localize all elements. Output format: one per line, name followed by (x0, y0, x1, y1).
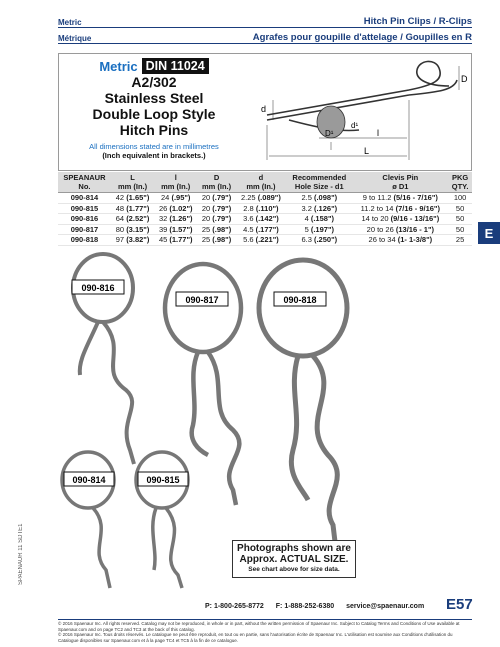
table-row: 090-817 80 (3.15") 39 (1.57") 25 (.98") 4.5 (.177") 5 (.197") 20 to 26 (13/16 - 1") 50 (58, 224, 472, 235)
header-metrique: Métrique (58, 34, 92, 43)
metric-label: Metric (99, 58, 138, 74)
label-D1: D¹ (325, 129, 334, 138)
hitch-pin-diagram (259, 60, 469, 168)
pin-drawing (267, 61, 457, 130)
col-D: D mm (In.) (197, 172, 235, 193)
pkg-qty: 50 (448, 214, 472, 225)
product-title-block (59, 54, 249, 160)
part-number: 090-815 (58, 203, 111, 214)
product-material: Stainless Steel (104, 90, 204, 106)
actual-size-note (232, 540, 356, 578)
header-bottom (58, 30, 472, 44)
product-panel (58, 53, 472, 171)
vertical-catalog-text: SPAENAUR 11 SDTE1 (18, 523, 24, 585)
table-row: 090-815 48 (1.77") 26 (1.02") 20 (.79") 2.8 (.110") 3.2 (.126") 11.2 to 14 (7/16 - 9/16") 50 (58, 203, 472, 214)
part-number: 090-816 (58, 214, 111, 225)
inch-note: (Inch equivalent in brackets.) (102, 151, 206, 160)
pkg-qty: 100 (448, 193, 472, 204)
col-hole-size: Recommended Hole Size - d1 (286, 172, 352, 193)
page-number: E57 (446, 596, 473, 613)
metric-din-line (59, 58, 249, 74)
label-090-815: 090-815 (146, 475, 180, 485)
label-090-814: 090-814 (72, 475, 106, 485)
part-number: 090-818 (58, 235, 111, 246)
dimension-note: All dimensions stated are in millimetres (89, 142, 219, 151)
product-name: Hitch Pins (119, 122, 189, 138)
header-top (58, 14, 472, 28)
label-D: D (461, 74, 468, 84)
section-tab-e[interactable]: E (478, 222, 500, 244)
col-pkg-qty: PKG QTY. (448, 172, 472, 193)
fax-number: F: 1-888-252-6380 (275, 603, 335, 610)
table-row: 090-818 97 (3.82") 45 (1.77") 25 (.98") 5.6 (.221") 6.3 (.250") 26 to 34 (1- 1-3/8") 25 (58, 235, 472, 246)
label-090-818: 090-818 (283, 295, 317, 305)
note-line-1: Photographs shown are (237, 543, 351, 554)
label-d1: d¹ (351, 121, 359, 130)
col-d: d mm (In.) (236, 172, 286, 193)
din-badge: DIN 11024 (142, 58, 209, 74)
col-l: l mm (In.) (154, 172, 197, 193)
dimension-lines (267, 66, 459, 160)
header-category-fr: Agrafes pour goupille d'attelage / Goupilles en R (252, 32, 472, 43)
label-L: L (364, 146, 370, 156)
col-clevis-pin: Clevis Pin ø D1 (352, 172, 448, 193)
footer-english: © 2016 Spaenaur Inc. All rights reserved. Catalog may not be reproduced, in whole or in part, without the written permission of Spaenaur Inc. Subject to Catalog Terms and Conditions of Use available at Spaenaur.com and on page TC2 and TC3 at the back of this catalog. (58, 621, 460, 632)
label-090-816: 090-816 (81, 283, 115, 293)
contact-bar (205, 603, 424, 610)
product-grade: A2/302 (131, 74, 177, 90)
spec-table (58, 172, 472, 246)
note-line-3: See chart above for size data. (248, 566, 340, 573)
table-row: 090-816 64 (2.52") 32 (1.26") 20 (.79") 3.6 (.142") 4 (.158") 14 to 20 (9/16 - 13/16") 50 (58, 214, 472, 225)
copyright-footer (58, 619, 472, 643)
pkg-qty: 50 (448, 203, 472, 214)
table-row: 090-814 42 (1.65") 24 (.95") 20 (.79") 2.25 (.089") 2.5 (.098") 9 to 11.2 (5/16 - 7/16") 100 (58, 193, 472, 204)
col-speanaur: SPEANAUR No. (58, 172, 111, 193)
product-style: Double Loop Style (92, 106, 216, 122)
header-metric: Metric (58, 18, 82, 27)
part-number: 090-817 (58, 224, 111, 235)
note-line-2: Approx. ACTUAL SIZE. (239, 554, 349, 565)
footer-french: © 2016 Spaenaur Inc. Tous droits réservés. Le catalogue ne peut être reproduit, en tout ou en partie, sans l'autorisation écrite de Spaenaur Inc. L'utilisation est soumise aux Conditions d'utilisation du Catalogue disponibles sur Spaenaur.com et à la page TC4 et TC5 à la fin de ce catalogue. (58, 632, 453, 643)
table-header-row (58, 172, 472, 193)
pkg-qty: 25 (448, 235, 472, 246)
label-d: d (261, 104, 267, 114)
part-number: 090-814 (58, 193, 111, 204)
pkg-qty: 50 (448, 224, 472, 235)
email-link[interactable]: service@spaenaur.com (346, 603, 425, 610)
header-category-en: Hitch Pin Clips / R-Clips (363, 16, 472, 27)
label-090-817: 090-817 (185, 295, 219, 305)
hitch-pin-photos (58, 250, 472, 590)
col-L: L mm (In.) (111, 172, 154, 193)
label-l: l (377, 128, 379, 138)
phone-number[interactable]: P: 1-800-265-8772 (205, 603, 264, 610)
